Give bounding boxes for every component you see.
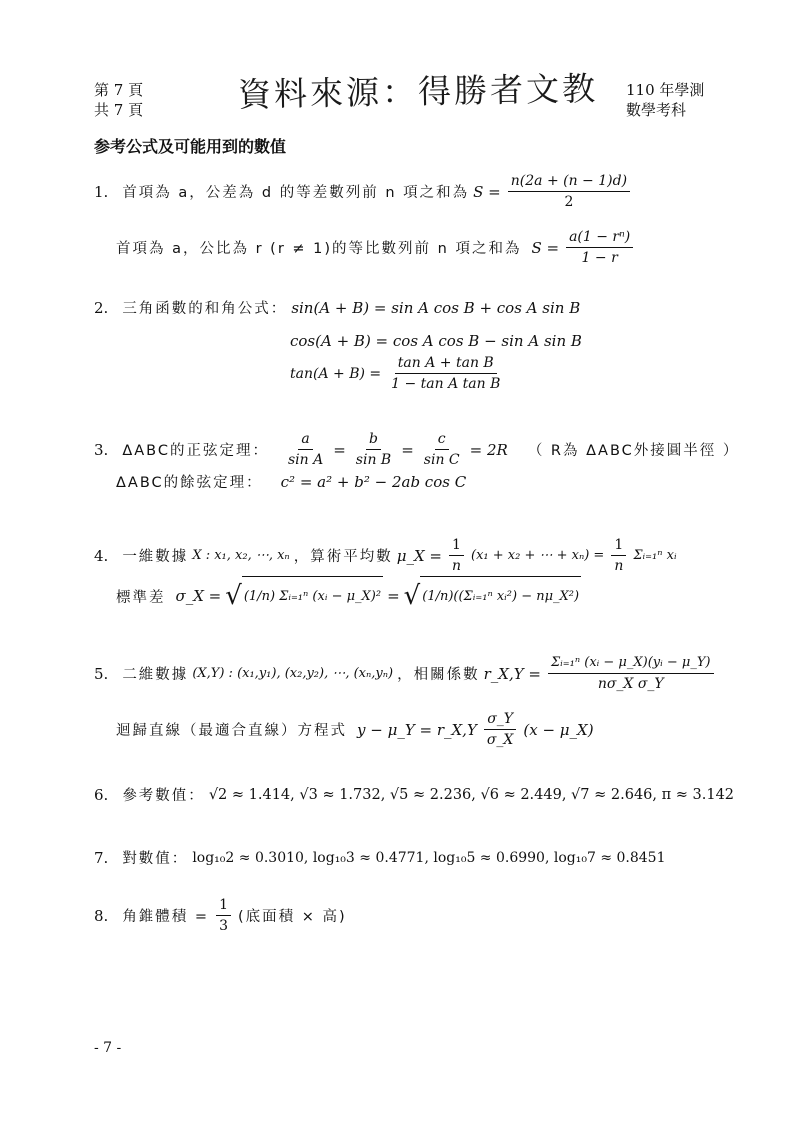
- formula-1-geometric: [116, 228, 636, 267]
- formula-text: 對數值：: [122, 851, 189, 867]
- item-number: 4.: [94, 546, 109, 565]
- fraction-denominator: 1 − r: [581, 250, 618, 266]
- radicand: (1/n)((Σᵢ₌₁ⁿ xᵢ²) − nμ_X²): [420, 576, 581, 616]
- formula-4-stddev: [116, 576, 581, 616]
- fraction: [285, 430, 326, 469]
- fraction: [216, 896, 231, 935]
- formula-text: ，算術平均數: [293, 549, 393, 565]
- fraction-numerator: b: [366, 430, 381, 450]
- formula-text: 二維數據: [122, 667, 189, 683]
- formula-3-sine-law: 3. ΔABC的正弦定理： $\frac{a}{\text{sin A}}$ = $\frac{b}{\text{sin B}}$ = $\frac{c}{\text{sin C}}$ = 2R （ R為 ΔABC外接圓半徑 ）: [94, 431, 740, 468]
- page-total: 共 7 頁: [94, 101, 144, 119]
- item-number: 1.: [94, 182, 109, 201]
- item-number: 8.: [94, 906, 109, 925]
- formula-text: ΔABC的正弦定理：: [122, 443, 269, 459]
- exam-name: 110 年學測: [626, 81, 705, 99]
- fraction-numerator: n(2a + (n − 1)d): [508, 172, 630, 192]
- fraction: [611, 536, 626, 575]
- formula-5-regression: [116, 710, 594, 749]
- formula-8-pyramid-volume: [94, 896, 347, 935]
- square-root: √ (1/n)((Σᵢ₌₁ⁿ xᵢ²) − nμ_X²): [404, 576, 581, 616]
- fraction-numerator: σ_Y: [484, 710, 516, 730]
- formula-tail: = 2R: [469, 440, 508, 459]
- formula-text: ΔABC的餘弦定理：: [116, 475, 263, 491]
- formula-lhs: S =: [531, 238, 560, 257]
- formula-expression: log₁₀2 ≈ 0.3010, log₁₀3 ≈ 0.4771, log₁₀5 ≈ 0.6990, log₁₀7 ≈ 0.8451: [192, 849, 666, 866]
- formula-tail: (x − μ_X): [523, 720, 594, 739]
- fraction-denominator: n: [614, 558, 624, 574]
- formula-lhs: tan(A + B) =: [290, 365, 382, 382]
- formula-2-cos: [290, 332, 582, 350]
- formula-3-cosine-law: [116, 471, 466, 492]
- fraction-numerator: tan A + tan B: [395, 354, 497, 374]
- formula-expression: (x₁ + x₂ + ⋯ + xₙ) =: [471, 548, 605, 563]
- fraction: [449, 536, 464, 575]
- formula-text: 一維數據: [122, 549, 189, 565]
- formula-lhs: S =: [473, 182, 501, 201]
- source-handwriting: 資料來源：得勝者文教: [237, 68, 599, 115]
- formula-expression: cos(A + B) = cos A cos B − sin A sin B: [290, 332, 582, 350]
- formula-7-logarithms: [94, 847, 665, 868]
- fraction-numerator: 1: [611, 536, 626, 556]
- fraction-denominator: 1 − tan A tan B: [391, 376, 501, 392]
- formula-text: ，相關係數: [397, 667, 480, 683]
- formula-lhs: σ_X =: [175, 587, 222, 605]
- formula-2-sin: [94, 297, 580, 318]
- formula-1-arithmetic: [94, 172, 633, 211]
- formula-text: 標準差: [116, 589, 166, 606]
- section-title: 参考公式及可能用到的數值: [94, 137, 287, 156]
- data-list: (X,Y) : (x₁,y₁), (x₂,y₂), ⋯, (xₙ,yₙ): [192, 666, 394, 681]
- formula-lhs: y − μ_Y = r_X,Y: [357, 720, 477, 739]
- fraction-denominator: nσ_X σ_Y: [597, 676, 664, 692]
- page-footer: - 7 -: [94, 1040, 122, 1056]
- square-root: √ (1/n) Σᵢ₌₁ⁿ (xᵢ − μ_X)²: [225, 576, 383, 616]
- item-number: 3.: [94, 440, 109, 459]
- subject-name: 數學考科: [626, 101, 687, 119]
- formula-lhs: μ_X =: [396, 546, 442, 565]
- fraction: [353, 430, 394, 469]
- fraction-denominator: σ_X: [486, 732, 514, 748]
- item-number: 5.: [94, 664, 109, 683]
- fraction-denominator: n: [451, 558, 461, 574]
- radicand: (1/n) Σᵢ₌₁ⁿ (xᵢ − μ_X)²: [242, 576, 383, 616]
- item-number: 2.: [94, 298, 109, 317]
- fraction-denominator: 3: [219, 918, 228, 934]
- fraction-numerator: c: [435, 430, 449, 450]
- item-number: 6.: [94, 785, 109, 804]
- fraction: [421, 430, 463, 469]
- formula-6-reference-values: [94, 784, 734, 805]
- formula-text: 角錐體積 =: [122, 909, 210, 925]
- formula-lhs: r_X,Y =: [483, 664, 541, 683]
- fraction-denominator: sin B: [355, 452, 392, 468]
- formula-expression: √2 ≈ 1.414, √3 ≈ 1.732, √5 ≈ 2.236, √6 ≈ 2.449, √7 ≈ 2.646, π ≈ 3.142: [208, 786, 735, 803]
- fraction-numerator: a(1 − rⁿ): [566, 228, 633, 248]
- equals-sign: =: [387, 587, 400, 605]
- fraction-numerator: a: [298, 430, 312, 450]
- fraction: [566, 228, 633, 267]
- fraction-numerator: Σᵢ₌₁ⁿ (xᵢ − μ_X)(yᵢ − μ_Y): [548, 654, 714, 674]
- item-number: 7.: [94, 848, 109, 867]
- fraction-denominator: sin A: [287, 452, 324, 468]
- formula-4-mean: [94, 536, 677, 575]
- fraction-numerator: 1: [216, 896, 231, 916]
- formula-text: 參考數值：: [122, 788, 205, 804]
- formula-text: 三角函數的和角公式：: [122, 301, 288, 317]
- fraction: [508, 172, 630, 211]
- fraction-denominator: 2: [564, 194, 574, 210]
- formula-5-correlation: [94, 654, 717, 693]
- fraction-numerator: 1: [449, 536, 464, 556]
- formula-expression: sin(A + B) = sin A cos B + cos A sin B: [291, 298, 581, 317]
- fraction: [388, 354, 503, 393]
- fraction: [548, 654, 714, 693]
- fraction-denominator: sin C: [423, 452, 460, 468]
- summation: Σᵢ₌₁ⁿ xᵢ: [633, 548, 677, 563]
- formula-2-tan: [290, 354, 506, 393]
- formula-text: 迴歸直線（最適合直線）方程式: [116, 723, 347, 739]
- formula-tail: (底面積 × 高): [238, 909, 347, 925]
- formula-text: 首項為 a，公比為 r (r ≠ 1)的等比數列前 n 項之和為: [116, 241, 522, 257]
- formula-expression: c² = a² + b² − 2ab cos C: [280, 472, 467, 491]
- fraction: [484, 710, 517, 749]
- formula-note: （ R為 ΔABC外接圓半徑 ）: [527, 443, 740, 459]
- page-number: 第 7 頁: [94, 81, 144, 99]
- formula-text: 首項為 a，公差為 d 的等差數列前 n 項之和為: [122, 185, 470, 201]
- data-list: X : x₁, x₂, ⋯, xₙ: [192, 548, 290, 563]
